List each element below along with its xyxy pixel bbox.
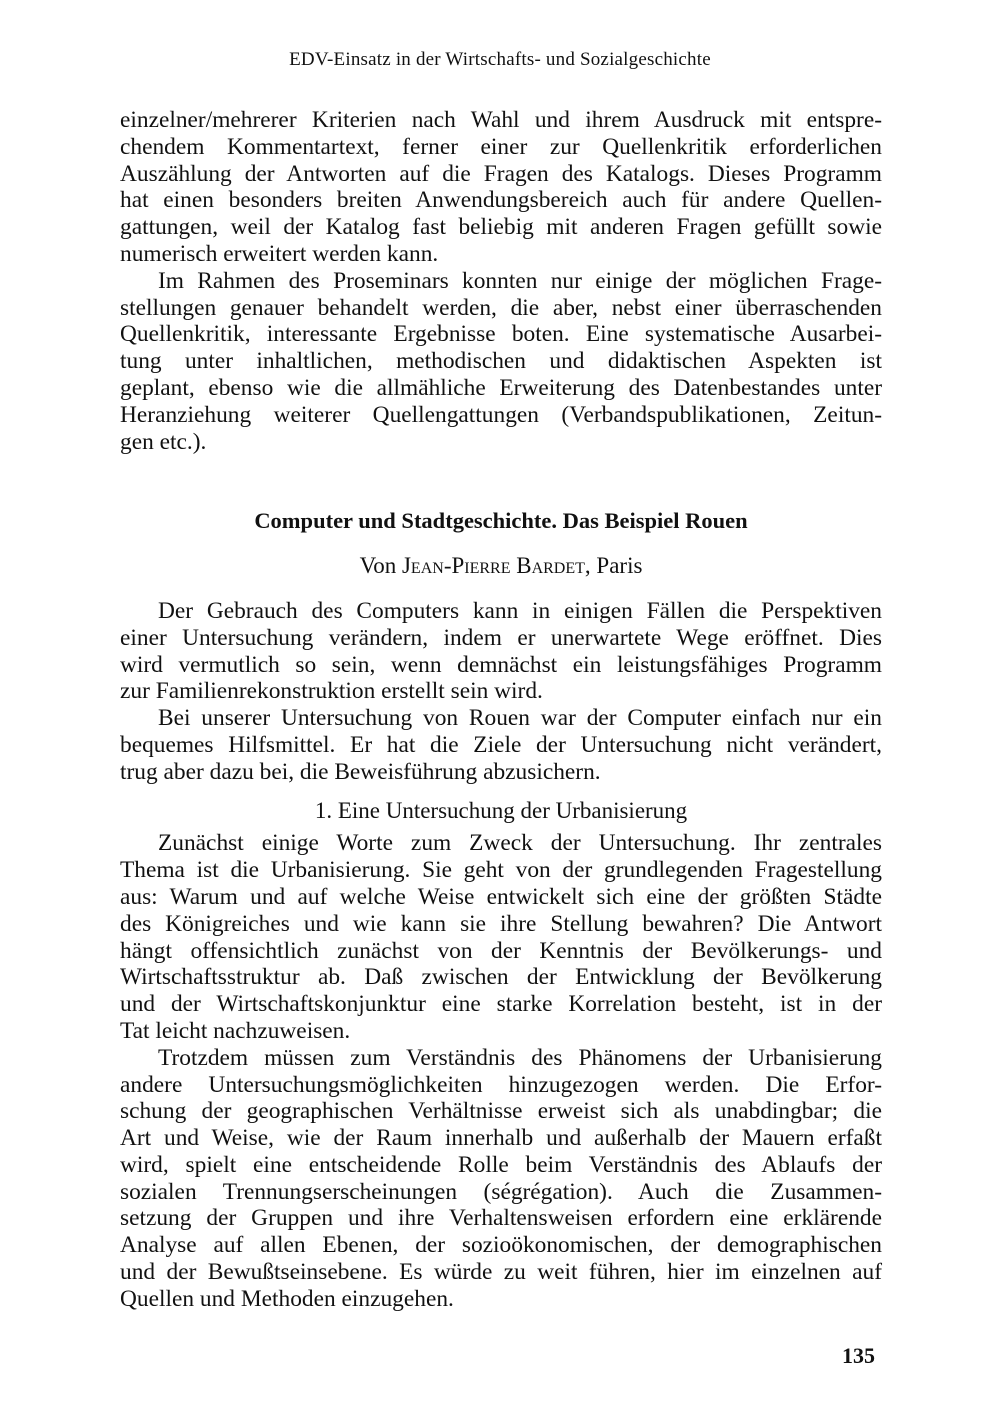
body-text <box>120 107 882 1313</box>
byline-prefix: Von <box>359 553 397 579</box>
article-paragraph-1 <box>120 598 882 705</box>
text-line: des Königreiches und wie kann sie ihre Stellung bewahren? Die Antwort <box>120 910 882 937</box>
text-line: schung der geographischen Verhältnisse erweist sich als unabdingbar; die <box>120 1098 882 1125</box>
text-line: zur Familienrekonstruktion erstellt sein wird. <box>120 678 543 705</box>
text-line: Tat leicht nachzuweisen. <box>120 1017 351 1044</box>
text-line: Wirtschaftsstruktur ab. Daß zwischen der Entwicklung der Bevölkerung <box>120 964 882 991</box>
intro-paragraph-2 <box>120 268 882 456</box>
article-title: Computer und Stadtgeschichte. Das Beispiel Rouen <box>254 508 748 534</box>
article-paragraph-3 <box>120 830 882 1044</box>
text-line: Analyse auf allen Ebenen, der sozioökonomischen, der demographischen <box>120 1232 882 1259</box>
text-line: Quellen und Methoden einzugehen. <box>120 1285 454 1312</box>
byline-location: , Paris <box>584 553 643 579</box>
running-header: EDV-Einsatz in der Wirtschafts- und Sozialgeschichte <box>289 49 711 70</box>
article-byline <box>120 553 882 580</box>
text-line: wird vermutlich so sein, wenn demnächst ein leistungsfähiges Programm <box>120 651 882 678</box>
text-line: Thema ist die Urbanisierung. Sie geht von der grundlegenden Fragestellung <box>120 857 882 884</box>
text-line: stellungen genauer behandelt werden, die aber, nebst einer überraschenden <box>120 294 882 321</box>
text-line: und der Wirtschaftskonjunktur eine starke Korrelation besteht, ist in der <box>120 991 882 1018</box>
text-line: setzung der Gruppen und ihre Verhaltensweisen erfordern eine erklärende <box>120 1205 882 1232</box>
text-line: Zunächst einige Worte zum Zweck der Untersuchung. Ihr zentrales <box>158 830 882 857</box>
text-line: Der Gebrauch des Computers kann in einigen Fällen die Perspektiven <box>158 597 882 624</box>
text-line: Trotzdem müssen zum Verständnis des Phänomens der Urbanisierung <box>158 1044 882 1071</box>
text-line: Art und Weise, wie der Raum innerhalb und außerhalb der Mauern erfaßt <box>120 1125 882 1152</box>
text-line: und der Bewußtseinsebene. Es würde zu weit führen, hier im einzelnen auf <box>120 1259 882 1286</box>
text-line: Im Rahmen des Proseminars konnten nur einige der möglichen Frage- <box>158 267 882 294</box>
text-line: gattungen, weil der Katalog fast beliebig mit anderen Fragen gefüllt sowie <box>120 214 882 241</box>
text-line: sozialen Trennungserscheinungen (ségrégation). Auch die Zusammen- <box>120 1178 882 1205</box>
text-line: hängt offensichtlich zunächst von der Kenntnis der Bevölkerungs- und <box>120 937 882 964</box>
text-line: Heranziehung weiterer Quellengattungen (Verbandspublikationen, Zeitun- <box>120 401 882 428</box>
text-line: trug aber dazu bei, die Beweisführung abzusichern. <box>120 758 601 785</box>
text-line: numerisch erweitert werden kann. <box>120 240 439 267</box>
spacer <box>120 580 882 598</box>
text-line: wird, spielt eine entscheidende Rolle beim Verständnis des Ablaufs der <box>120 1151 882 1178</box>
text-line: geplant, ebenso wie die allmähliche Erweiterung des Datenbestandes unter <box>120 374 882 401</box>
text-line: gen etc.). <box>120 428 207 455</box>
text-line: Bei unserer Untersuchung von Rouen war der Computer einfach nur ein <box>158 705 882 732</box>
text-line: bequemes Hilfsmittel. Er hat die Ziele der Untersuchung nicht verändert, <box>120 731 882 758</box>
section-heading: 1. Eine Untersuchung der Urbanisierung <box>314 797 688 823</box>
text-line: Quellenkritik, interessante Ergebnisse boten. Eine systematische Ausarbei- <box>120 321 882 348</box>
text-line: aus: Warum und auf welche Weise entwickelt sich eine der größten Städte <box>120 883 882 910</box>
text-line: einzelner/mehrerer Kriterien nach Wahl und ihrem Ausdruck mit entspre- <box>120 107 882 133</box>
author-name: Jean-Pierre Bardet <box>401 553 585 579</box>
text-line: Auszählung der Antworten auf die Fragen des Katalogs. Dieses Programm <box>120 160 882 187</box>
intro-paragraph-1 <box>120 107 882 268</box>
text-line: hat einen besonders breiten Anwendungsbereich auch für andere Quellen- <box>120 187 882 214</box>
text-line: einer Untersuchung verändern, indem er unerwartete Wege eröffnet. Dies <box>120 624 882 651</box>
text-line: tung unter inhaltlichen, methodischen und didaktischen Aspekten ist <box>120 348 882 375</box>
text-line: andere Untersuchungsmöglichkeiten hinzugezogen werden. Die Erfor- <box>120 1071 882 1098</box>
article-paragraph-2 <box>120 705 882 785</box>
page-number: 135 <box>842 1343 875 1368</box>
text-line: chendem Kommentartext, ferner einer zur Quellenkritik erforderlichen <box>120 133 882 160</box>
article-paragraph-4 <box>120 1045 882 1313</box>
